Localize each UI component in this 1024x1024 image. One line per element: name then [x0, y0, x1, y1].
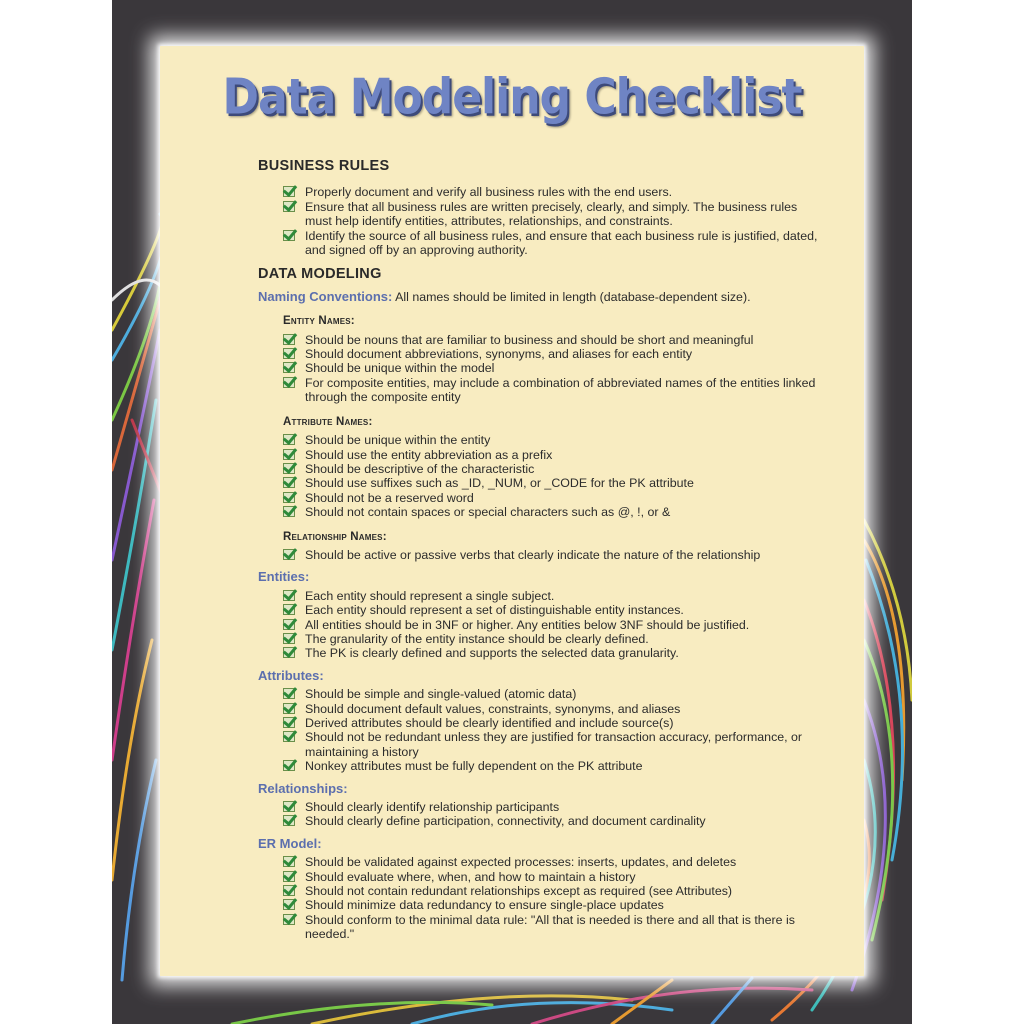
er-model-heading: ER Model:: [258, 835, 322, 851]
checkmark-icon: [283, 449, 295, 460]
list-item: Should not contain redundant relationships except as required (see Attributes): [283, 884, 818, 898]
poster-background: [112, 0, 912, 1024]
checkmark-icon: [283, 717, 295, 728]
list-item: Should not be a reserved word: [283, 491, 818, 505]
list-item: Should document default values, constraints, synonyms, and aliases: [283, 702, 818, 716]
list-item: Should be unique within the model: [283, 361, 818, 375]
list-item: For composite entities, may include a combination of abbreviated names of the entities linked through the composite entity: [283, 376, 818, 405]
list-item: Should be validated against expected processes: inserts, updates, and deletes: [283, 855, 818, 869]
list-item: Derived attributes should be clearly identified and include source(s): [283, 716, 818, 730]
checkmark-icon: [283, 549, 295, 560]
relationship-names-list: [258, 548, 818, 562]
checkmark-icon: [283, 688, 295, 699]
list-item: Nonkey attributes must be fully dependent on the PK attribute: [283, 759, 818, 773]
list-item: Should be active or passive verbs that clearly indicate the nature of the relationship: [283, 548, 818, 562]
attributes-list: [258, 687, 818, 773]
checkmark-icon: [283, 914, 295, 925]
checkmark-icon: [283, 506, 295, 517]
entities-list: [258, 589, 818, 661]
checkmark-icon: [283, 619, 295, 630]
list-item: Should be unique within the entity: [283, 433, 818, 447]
er-model-list: [258, 855, 818, 941]
naming-conventions-heading: Naming Conventions: All names should be limited in length (database-dependent size).: [258, 288, 751, 304]
checkmark-icon: [283, 856, 295, 867]
list-item: Should minimize data redundancy to ensure single-place updates: [283, 898, 818, 912]
checkmark-icon: [283, 801, 295, 812]
list-item: Each entity should represent a set of distinguishable entity instances.: [283, 603, 818, 617]
checkmark-icon: [283, 871, 295, 882]
list-item: Properly document and verify all business rules with the end users.: [283, 185, 818, 199]
checkmark-icon: [283, 186, 295, 197]
checkmark-icon: [283, 477, 295, 488]
list-item: Should clearly define participation, connectivity, and document cardinality: [283, 814, 818, 828]
attribute-names-list: [258, 433, 818, 519]
entity-names-heading: Entity Names:: [283, 315, 355, 328]
entity-names-list: [258, 333, 818, 405]
checkmark-icon: [283, 434, 295, 445]
naming-conventions-text: All names should be limited in length (database-dependent size).: [392, 289, 751, 304]
checkmark-icon: [283, 899, 295, 910]
checkmark-icon: [283, 230, 295, 241]
relationship-names-heading: Relationship Names:: [283, 530, 387, 543]
business-rules-list: [258, 185, 818, 257]
checkmark-icon: [283, 731, 295, 742]
list-item: Should use the entity abbreviation as a prefix: [283, 448, 818, 462]
checkmark-icon: [283, 377, 295, 388]
list-item: Each entity should represent a single subject.: [283, 589, 818, 603]
checkmark-icon: [283, 633, 295, 644]
relationships-list: [258, 800, 818, 829]
list-item: Should clearly identify relationship participants: [283, 800, 818, 814]
data-modeling-heading: DATA MODELING: [258, 266, 382, 283]
checkmark-icon: [283, 885, 295, 896]
checkmark-icon: [283, 760, 295, 771]
list-item: The granularity of the entity instance should be clearly defined.: [283, 632, 818, 646]
list-item: Should document abbreviations, synonyms, and aliases for each entity: [283, 347, 818, 361]
checkmark-icon: [283, 334, 295, 345]
checkmark-icon: [283, 362, 295, 373]
attribute-names-heading: Attribute Names:: [283, 415, 373, 428]
checkmark-icon: [283, 201, 295, 212]
checkmark-icon: [283, 647, 295, 658]
business-rules-heading: BUSINESS RULES: [258, 158, 390, 174]
list-item: Should use suffixes such as _ID, _NUM, or _CODE for the PK attribute: [283, 476, 818, 490]
list-item: Should not be redundant unless they are justified for transaction accuracy, performance, or maintaining a history: [283, 730, 818, 759]
checklist-content: [258, 159, 818, 942]
list-item: Should be descriptive of the characteristic: [283, 462, 818, 476]
list-item: Should be nouns that are familiar to business and should be short and meaningful: [283, 333, 818, 347]
checkmark-icon: [283, 590, 295, 601]
checklist-sheet: [160, 46, 864, 976]
list-item: Should be simple and single-valued (atomic data): [283, 687, 818, 701]
relationships-heading: Relationships:: [258, 780, 348, 796]
list-item: Identify the source of all business rules, and ensure that each business rule is justified, dated, and signed off by an approving authority.: [283, 229, 818, 258]
checkmark-icon: [283, 348, 295, 359]
checkmark-icon: [283, 604, 295, 615]
list-item: All entities should be in 3NF or higher. Any entities below 3NF should be justified.: [283, 618, 818, 632]
list-item: Should evaluate where, when, and how to maintain a history: [283, 870, 818, 884]
list-item: The PK is clearly defined and supports the selected data granularity.: [283, 646, 818, 660]
list-item: Should conform to the minimal data rule: "All that is needed is there and all that is there is needed.": [283, 913, 818, 942]
list-item: Ensure that all business rules are written precisely, clearly, and simply. The business rules must help identify entities, attributes, relationships, and constraints.: [283, 200, 818, 229]
entities-heading: Entities:: [258, 569, 310, 585]
page-title: Data Modeling Checklist: [222, 68, 802, 127]
checkmark-icon: [283, 463, 295, 474]
checkmark-icon: [283, 703, 295, 714]
list-item: Should not contain spaces or special characters such as @, !, or &: [283, 505, 818, 519]
checkmark-icon: [283, 815, 295, 826]
attributes-heading: Attributes:: [258, 667, 324, 683]
checkmark-icon: [283, 492, 295, 503]
